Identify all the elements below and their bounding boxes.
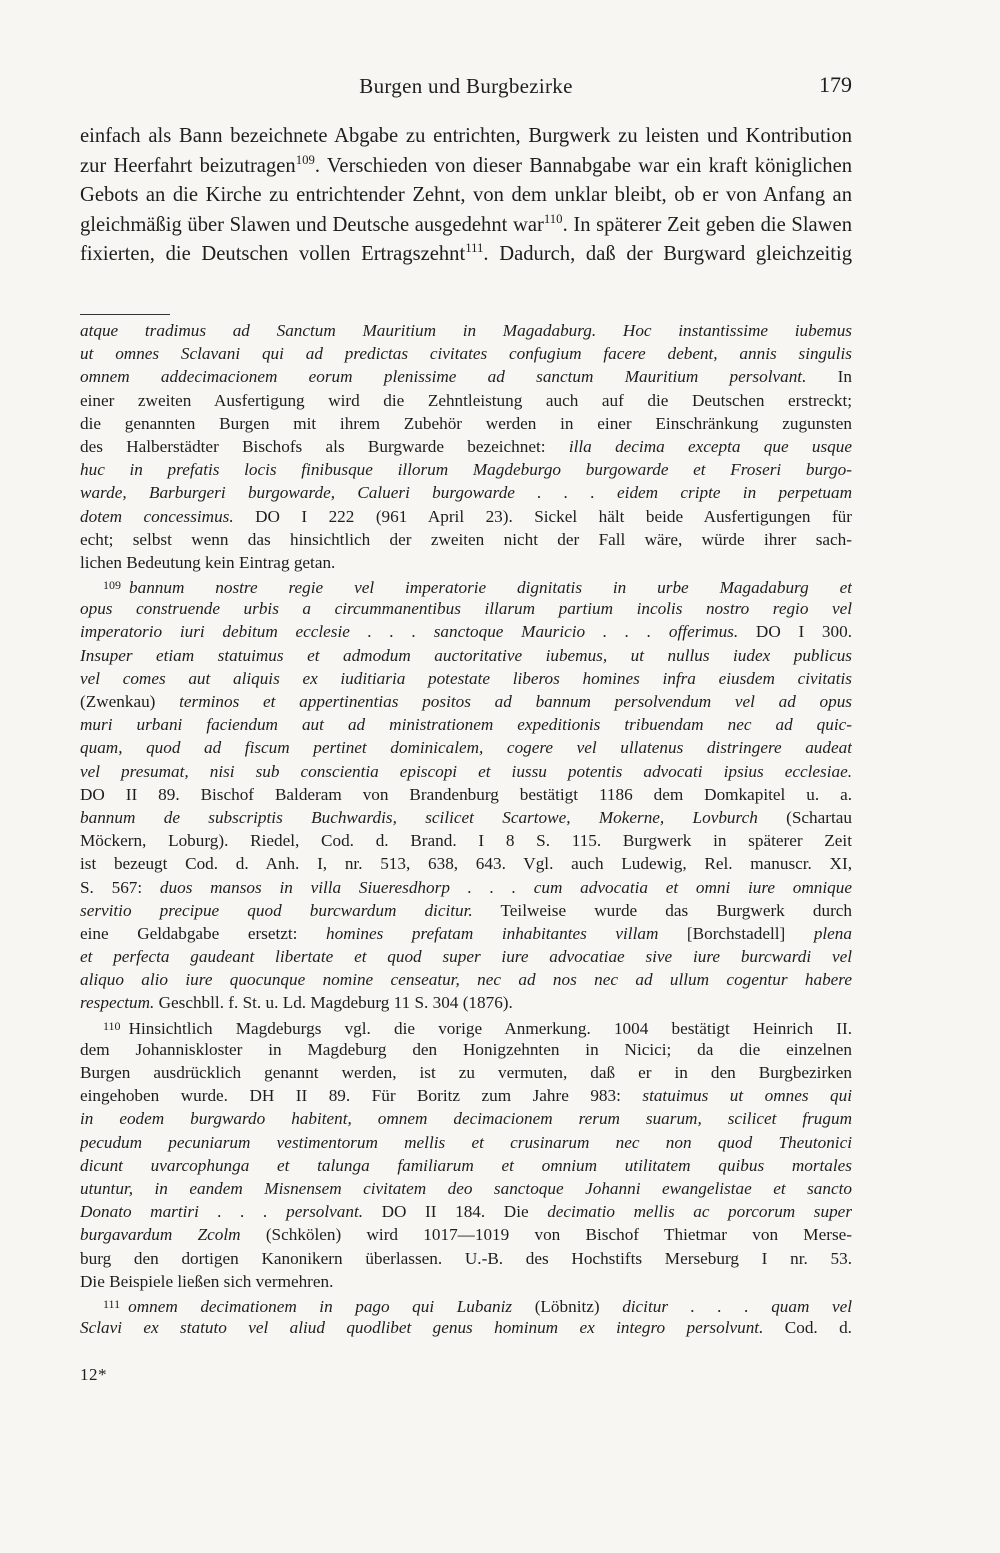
footnote-quote: Donato martiri . . . persolvant. xyxy=(80,1202,364,1222)
footnote-line xyxy=(80,365,852,388)
running-head xyxy=(80,70,852,104)
footnote-line xyxy=(80,481,852,504)
footnote-text: (Zwenkau) xyxy=(80,692,180,711)
footnote-line xyxy=(80,528,852,551)
footnote-line xyxy=(80,1200,852,1223)
footnote-line xyxy=(80,876,852,899)
footnote-quote: warde, Barburgeri burgowarde, Calueri burgowarde . . . eidem cripte in perpetuam xyxy=(80,483,852,503)
footnote-line xyxy=(80,713,852,736)
footnote-quote: opus construende urbis a circummanentibus illarum partium incolis nostro regio vel xyxy=(80,599,852,619)
footnote-line xyxy=(80,783,852,806)
footnote-line xyxy=(80,922,852,945)
footnote-line xyxy=(80,1107,852,1130)
footnote-quote: quam, quod ad fiscum pertinet dominicalem, cogere vel ullatenus distringere audeat xyxy=(80,738,852,758)
footnote-text: dem Johanniskloster in Magdeburg den Honigzehnten in Nicici; da die einzelnen xyxy=(80,1039,852,1059)
footnote-line xyxy=(80,806,852,829)
footnote-line xyxy=(80,644,852,667)
footnote-text: (Schkölen) wird 1017—1019 von Bischof Thietmar von Merse- xyxy=(240,1225,852,1245)
footnote-quote: huc in prefatis locis finibusque illorum Magdeburgo burgowarde et Froseri burgo- xyxy=(80,460,852,480)
footnote-line xyxy=(80,1316,852,1339)
footnote-text: In xyxy=(806,367,852,387)
footnote-line xyxy=(80,1131,852,1154)
footnote-line xyxy=(80,667,852,690)
footnote-line xyxy=(80,899,852,922)
footnote-text: echt; selbst wenn das hinsichtlich der zweiten nicht der Fall wäre, würde ihrer sach- xyxy=(80,529,852,549)
footnotes xyxy=(80,319,852,1339)
footnote-text: Möckern, Loburg). Riedel, Cod. d. Brand. I 8 S. 115. Burgwerk in späterer Zeit xyxy=(80,831,852,851)
footnote-quote: servitio precipue quod burcwardum dicitur. xyxy=(80,900,473,920)
footnote-text: burg den dortigen Kanonikern überlassen. U.-B. des Hochstifts Merseburg I nr. 53. xyxy=(80,1248,852,1268)
footnote-quote: bannum de subscriptis Buchwardis, scilicet Scartowe, Mokerne, Lovburch xyxy=(80,807,758,827)
footnote-text: DO II 184. Die xyxy=(363,1202,548,1222)
footnote-line xyxy=(80,760,852,783)
footnote-line xyxy=(80,852,852,875)
footnote-text: Die Beispiele ließen sich vermehren. xyxy=(80,1271,334,1291)
main-text xyxy=(80,122,852,270)
footnote-quote: Insuper etiam statuimus et admodum auctoritative iubemus, ut nullus iudex publicus xyxy=(80,645,852,665)
footnote-line xyxy=(80,968,852,991)
footnote-line xyxy=(80,620,852,643)
footnote-quote: dotem concessimus. xyxy=(80,506,234,526)
footnote-quote: utuntur, in eandem Misnensem civitatem deo sanctoque Johanni ewangelistae et sancto xyxy=(80,1178,852,1198)
page-number: 179 xyxy=(819,72,852,97)
footnote-line xyxy=(80,1015,852,1038)
signature-mark: 12* xyxy=(80,1365,107,1384)
footnote-text: DO I 300. xyxy=(738,622,852,642)
footnote-line xyxy=(80,389,852,412)
main-text-part: . Verschieden von dieser Bannabgabe war ein kraft königlichen Gebots an die Kirche zu entrichtender Zehnt, von dem unklar bleibt, ob er von Anfang an gleichmäßig über Slawen und Deutsche ausgedehnt war xyxy=(80,154,853,236)
footnote-line xyxy=(80,1061,852,1084)
footnote-text: ist bezeugt Cod. d. Anh. I, nr. 513, 638, 643. Vgl. auch Ludewig, Rel. manuscr. XI, xyxy=(80,854,852,874)
footnote-quote: dicitur . . . quam vel xyxy=(622,1296,852,1316)
footnote-line xyxy=(80,435,852,458)
footnote-text: Hinsichtlich Magdeburgs vgl. die vorige Anmerkung. 1004 bestätigt Heinrich II. xyxy=(128,1018,852,1038)
footnote-line xyxy=(80,1177,852,1200)
footnote-text: DO I 222 (961 April 23). Sickel hält beide Ausfertigungen für xyxy=(233,506,852,526)
footnote-quote: imperatorio iuri debitum ecclesie . . . sanctoque Mauricio . . . offerimus. xyxy=(80,622,739,642)
footnote-number: 111 xyxy=(103,1296,121,1311)
footnote-line xyxy=(80,829,852,852)
footnote-text: Geschbll. f. St. u. Ld. Magdeburg 11 S. 304 (1876). xyxy=(154,993,513,1013)
main-paragraph xyxy=(80,122,852,270)
footnote-line xyxy=(80,1270,852,1293)
footnote-quote: aliquo alio iure quocunque nomine censeatur, nec ad nos nec ad ullum cogentur habere xyxy=(80,970,852,990)
footnote-quote: omnem addecimacionem eorum plenissime ad sanctum Mauritium persolvant. xyxy=(80,367,807,387)
footnote-text: eingehoben wurde. DH II 89. Für Boritz zum Jahre 983: xyxy=(80,1086,643,1106)
footnote-quote: Sclavi ex statuto vel aliud quodlibet genus hominum ex integro persolvunt. xyxy=(80,1318,764,1338)
footnote-line xyxy=(80,690,852,713)
footnote-quote: illa decima excepta que usque xyxy=(568,436,852,456)
footnote-text: S. 567: xyxy=(80,877,160,897)
footnote-number: 109 xyxy=(103,578,121,593)
footnote-line xyxy=(80,991,852,1014)
footnote-ref-110[interactable]: 110 xyxy=(543,211,563,226)
footnote-quote: pecudum pecuniarum vestimentorum mellis et crusinarum nec non quod Theutonici xyxy=(80,1132,852,1152)
footnote-quote: terminos et appertinentias positos ad bannum persolvendum vel ad opus xyxy=(179,692,852,711)
footnote-quote: plena xyxy=(813,923,852,943)
footnote-text: (Löbnitz) xyxy=(512,1296,623,1316)
footnote-line xyxy=(80,319,852,342)
main-text-part: . In späterer Zeit geben die Slawen fixierten, die Deutschen vollen Ertragszehnt xyxy=(80,213,852,265)
footnote-line xyxy=(80,1293,852,1316)
footnote-line xyxy=(80,412,852,435)
footnote-quote: atque tradimus ad Sanctum Mauritium in Magadaburg. Hoc instantissime iubemus xyxy=(80,321,852,340)
footnote-text: einer zweiten Ausfertigung wird die Zehntleistung auch auf die Deutschen erstreckt; xyxy=(80,390,852,410)
footnote-line xyxy=(80,342,852,365)
footnote-quote: homines prefatam inhabitantes villam xyxy=(326,923,659,943)
footnote-quote: vel comes aut aliquis ex iuditiaria potestate liberos homines infra eiusdem civitatis xyxy=(80,668,852,688)
footnote-line xyxy=(80,1154,852,1177)
footnote-text: die genannten Burgen mit ihrem Zubehör werden in einer Einschränkung zugunsten xyxy=(80,413,852,433)
footnote-ref-109[interactable]: 109 xyxy=(295,152,315,167)
footnote-text: (Schartau xyxy=(757,807,852,827)
footnote-quote: statuimus ut omnes qui xyxy=(642,1086,852,1106)
footnote-text: des Halberstädter Bischofs als Burgwarde bezeichnet: xyxy=(80,436,569,456)
footnote-line xyxy=(80,945,852,968)
footnote-line xyxy=(80,1247,852,1270)
footnote-text: [Borchstadell] xyxy=(658,923,814,943)
footnote-quote: bannum nostre regie vel imperatorie dignitatis in urbe Magadaburg et xyxy=(129,578,852,598)
footnote-quote: et perfecta gaudeant libertate et quod super iure advocatiae sive iure burcwardi vel xyxy=(80,947,852,967)
footnote-line xyxy=(80,505,852,528)
footnote-text: lichen Bedeutung kein Eintrag getan. xyxy=(80,552,336,572)
footnote-quote: vel presumat, nisi sub conscientia episcopi et iussu potentis advocati ipsius ecclesiae. xyxy=(80,761,852,781)
footnote-line xyxy=(80,736,852,759)
main-text-part: . Dadurch, daß der Burgward gleichzeitig xyxy=(483,243,852,265)
footnote-quote: burgavardum Zcolm xyxy=(80,1225,241,1245)
footnote-line xyxy=(80,458,852,481)
footnote-quote: ut omnes Sclavani qui ad predictas civitates confugium facere debent, annis singulis xyxy=(80,344,852,364)
footnote-quote: muri urbani faciendum aut ad ministrationem expeditionis tribuendam nec ad quic- xyxy=(80,715,852,735)
footnote-line xyxy=(80,1223,852,1246)
footnote-quote: decimatio mellis ac porcorum super xyxy=(547,1202,852,1222)
footnote-line xyxy=(80,574,852,597)
footnote-quote: omnem decimationem in pago qui Lubaniz xyxy=(128,1296,513,1316)
footnote-number: 110 xyxy=(103,1018,121,1033)
footnote-text: Burgen ausdrücklich genannt werden, ist zu vermuten, daß er in den Burgbezirken xyxy=(80,1063,852,1082)
footnote-line xyxy=(80,551,852,574)
footnote-quote: in eodem burgwardo habitent, omnem decimacionem rerum suarum, scilicet frugum xyxy=(80,1109,852,1129)
footnote-text: Cod. d. xyxy=(763,1318,852,1338)
footnote-ref-111[interactable]: 111 xyxy=(465,241,484,256)
footnote-line xyxy=(80,1038,852,1061)
footnote-text: eine Geldabgabe ersetzt: xyxy=(80,923,327,943)
running-title: Burgen und Burgbezirke xyxy=(359,74,573,98)
footnote-quote: dicunt uvarcophunga et talunga familiarum et omnium utilitatem quibus mortales xyxy=(80,1155,852,1175)
footnote-quote: duos mansos in villa Siueresdhorp . . . cum advocatia et omni iure omnique xyxy=(159,877,852,897)
footnote-separator xyxy=(80,314,170,315)
main-text-part: einfach als Bann bezeichnete Abgabe zu entrichten, Burgwerk zu leisten und Kontribution zur Heerfahrt beizutragen xyxy=(80,125,852,177)
footnote-text: DO II 89. Bischof Balderam von Brandenburg bestätigt 1186 dem Domkapitel u. a. xyxy=(80,784,852,804)
footnote-line xyxy=(80,597,852,620)
footnote-line xyxy=(80,1084,852,1107)
footnote-text: Teilweise wurde das Burgwerk durch xyxy=(472,900,852,920)
footnote-quote: respectum. xyxy=(80,993,155,1013)
